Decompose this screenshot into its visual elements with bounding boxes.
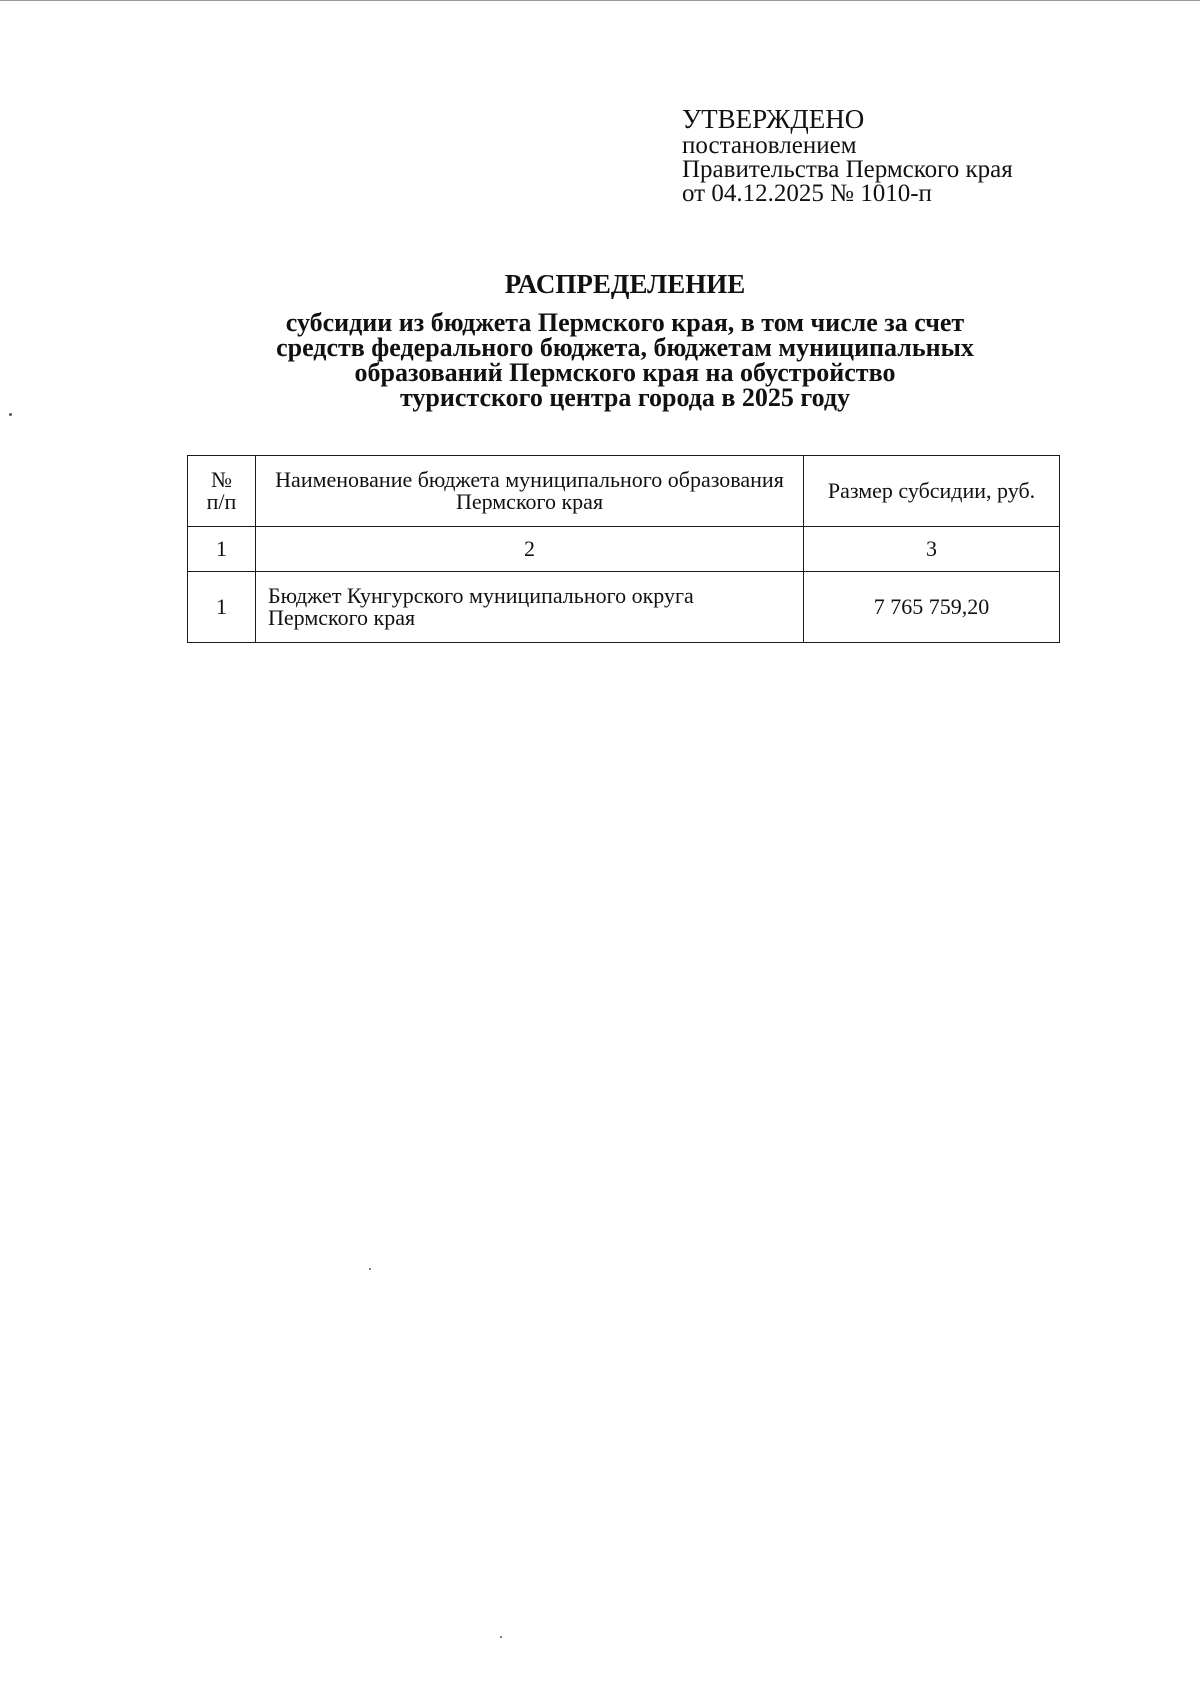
- subtitle-line: субсидии из бюджета Пермского края, в том числе за счет: [285, 308, 965, 337]
- approval-authority: Правительства Пермского края: [682, 156, 1013, 183]
- subtitle-line: образований Пермского края на обустройство: [354, 358, 896, 387]
- subtitle-line: туристского центра города в 2025 году: [399, 383, 850, 412]
- header-subsidy-amount: Размер субсидии, руб.: [804, 456, 1060, 527]
- header-number-abbr: п/п: [206, 489, 237, 514]
- header-number: [188, 456, 256, 527]
- document-subtitle: [0, 310, 1200, 410]
- approval-by: постановлением: [682, 132, 857, 159]
- scan-speck: [9, 413, 12, 416]
- scan-edge: [0, 0, 1200, 1]
- row-subsidy-amount: 7 765 759,20: [804, 572, 1060, 643]
- document-title: РАСПРЕДЕЛЕНИЕ: [504, 269, 746, 299]
- row-budget-name: Бюджет Кунгурского муниципального округа Пермского края: [256, 572, 804, 643]
- header-number-symbol: №: [211, 467, 232, 492]
- table-row: [188, 572, 1060, 643]
- approval-date-number: от 04.12.2025 № 1010-п: [682, 180, 932, 207]
- column-number-row: [188, 527, 1060, 572]
- table-header-row: [188, 456, 1060, 527]
- distribution-table: [187, 455, 1060, 643]
- approval-title: УТВЕРЖДЕНО: [682, 104, 865, 134]
- column-number: 3: [804, 527, 1060, 572]
- column-number: 2: [256, 527, 804, 572]
- distribution-table-wrapper: [187, 455, 1059, 643]
- row-number: 1: [188, 572, 256, 643]
- column-number: 1: [188, 527, 256, 572]
- approval-block: [682, 104, 1182, 206]
- scan-speck: [500, 1636, 502, 1638]
- scan-speck: [369, 1268, 371, 1270]
- header-budget-name: Наименование бюджета муниципального образования Пермского края: [256, 456, 804, 527]
- subtitle-line: средств федерального бюджета, бюджетам муниципальных: [276, 333, 974, 362]
